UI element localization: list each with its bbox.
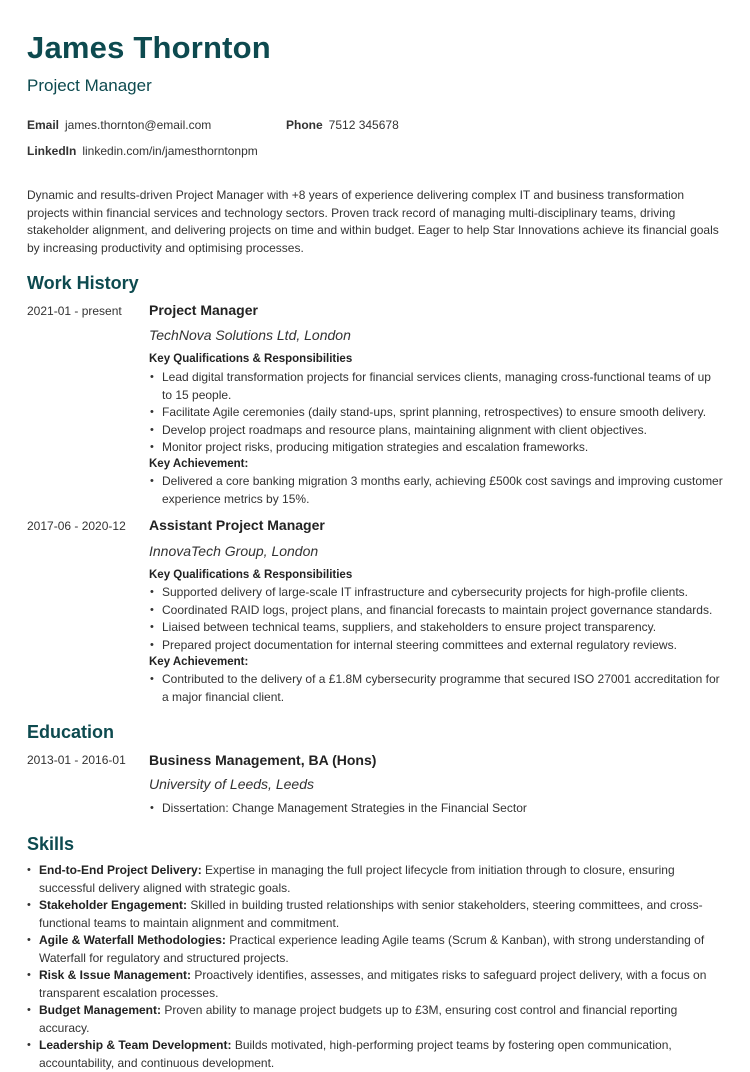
skill-label: Agile & Waterfall Methodologies: (39, 933, 226, 947)
job-company: InnovaTech Group, London (149, 543, 319, 559)
skill-item (27, 862, 724, 897)
skill-text: Proven ability to manage project budgets up to £3M, ensuring cost control and financial reporting accuracy. (39, 1003, 678, 1035)
work-history-heading: Work History (27, 273, 139, 293)
linkedin-label: LinkedIn (27, 144, 77, 158)
professional-summary: Dynamic and results-driven Project Manager with +8 years of experience delivering complex IT and business transformation projects within financial services and technology sectors. Proven track record of managing multi-disciplinary teams, driving stakeholder alignment, and delivering projects on time and within budget. Eager to help Star Innovations achieve its financial goals by increasing productivity and optimising processes. (27, 188, 719, 255)
skill-text: Expertise in managing the full project lifecycle from initiation through to closure, ensuring successful delivery aligned with strategic goals. (39, 863, 675, 895)
responsibilities-heading: Key Qualifications & Responsibilities (149, 353, 353, 365)
job-title: Project Manager (149, 302, 258, 318)
achievements-list (149, 473, 724, 508)
responsibilities-heading: Key Qualifications & Responsibilities (149, 569, 353, 581)
education-details-list (149, 800, 724, 818)
email-value: james.thornton@email.com (65, 118, 212, 132)
list-item: • Delivered a core banking migration 3 months early, achieving £500k cost savings and improving customer experience metrics by 15%. (149, 473, 724, 508)
list-item: • Monitor project risks, producing mitigation strategies and escalation frameworks. (149, 439, 724, 457)
skill-item (27, 967, 724, 1002)
achievement-heading: Key Achievement: (149, 458, 249, 470)
job-dates: 2017-06 - 2020-12 (27, 519, 126, 533)
skill-label: End-to-End Project Delivery: (39, 863, 202, 877)
skill-label: Budget Management: (39, 1003, 162, 1017)
education-heading: Education (27, 722, 115, 742)
job-company: TechNova Solutions Ltd, London (149, 327, 351, 343)
achievements-list (149, 671, 724, 706)
achievement-heading: Key Achievement: (149, 656, 249, 668)
list-item: • Facilitate Agile ceremonies (daily stand-ups, sprint planning, retrospectives) to ensure smooth delivery. (149, 404, 724, 422)
phone-label: Phone (286, 118, 323, 132)
list-item: • Coordinated RAID logs, project plans, and financial forecasts to maintain project governance standards. (149, 602, 724, 620)
responsibilities-list (149, 584, 724, 654)
list-item: • Supported delivery of large-scale IT infrastructure and cybersecurity projects for high-profile clients. (149, 584, 724, 602)
list-item: • Liaised between technical teams, suppliers, and stakeholders to ensure project transparency. (149, 619, 724, 637)
list-item: • Develop project roadmaps and resource plans, maintaining alignment with client objectives. (149, 422, 724, 440)
skill-label: Risk & Issue Management: (39, 968, 192, 982)
list-item: • Dissertation: Change Management Strategies in the Financial Sector (149, 800, 724, 818)
skill-item (27, 932, 724, 967)
contact-linkedin (27, 144, 258, 158)
contact-email (27, 118, 211, 132)
candidate-name: James Thornton (27, 30, 271, 65)
skill-text: Builds motivated, high-performing project teams by fostering open communication, accountability, and continuous development. (39, 1038, 672, 1070)
list-item: • Lead digital transformation projects for financial services clients, managing cross-functional teams of up to 15 people. (149, 369, 724, 404)
linkedin-value: linkedin.com/in/jamesthorntonpm (82, 144, 258, 158)
skills-heading: Skills (27, 834, 75, 854)
contact-phone (286, 118, 399, 132)
skill-item (27, 1037, 724, 1072)
list-item: • Contributed to the delivery of a £1.8M cybersecurity programme that secured ISO 27001 accreditation for a major financial client. (149, 671, 724, 706)
skill-text: Skilled in building trusted relationships with senior stakeholders, steering committees, and cross-functional teams to maintain alignment and commitment. (39, 898, 703, 930)
skill-label: Stakeholder Engagement: (39, 898, 188, 912)
job-title: Assistant Project Manager (149, 517, 325, 533)
skill-item (27, 897, 724, 932)
school-name: University of Leeds, Leeds (149, 776, 314, 792)
email-label: Email (27, 118, 60, 132)
skill-text: Proactively identifies, assesses, and mitigates risks to safeguard project delivery, with a focus on transparent escalation processes. (39, 968, 707, 1000)
skills-list (27, 862, 724, 1072)
responsibilities-list (149, 369, 724, 457)
skill-item (27, 1002, 724, 1037)
phone-value: 7512 345678 (328, 118, 399, 132)
job-dates: 2021-01 - present (27, 304, 122, 318)
list-item: • Prepared project documentation for internal steering committees and external regulatory reviews. (149, 637, 724, 655)
candidate-title: Project Manager (27, 76, 152, 95)
degree-title: Business Management, BA (Hons) (149, 752, 377, 768)
skill-label: Leadership & Team Development: (39, 1038, 232, 1052)
skill-text: Practical experience leading Agile teams (Scrum & Kanban), with strong understanding of Waterfall for regulatory and structured projects. (39, 933, 705, 965)
education-dates: 2013-01 - 2016-01 (27, 753, 126, 767)
